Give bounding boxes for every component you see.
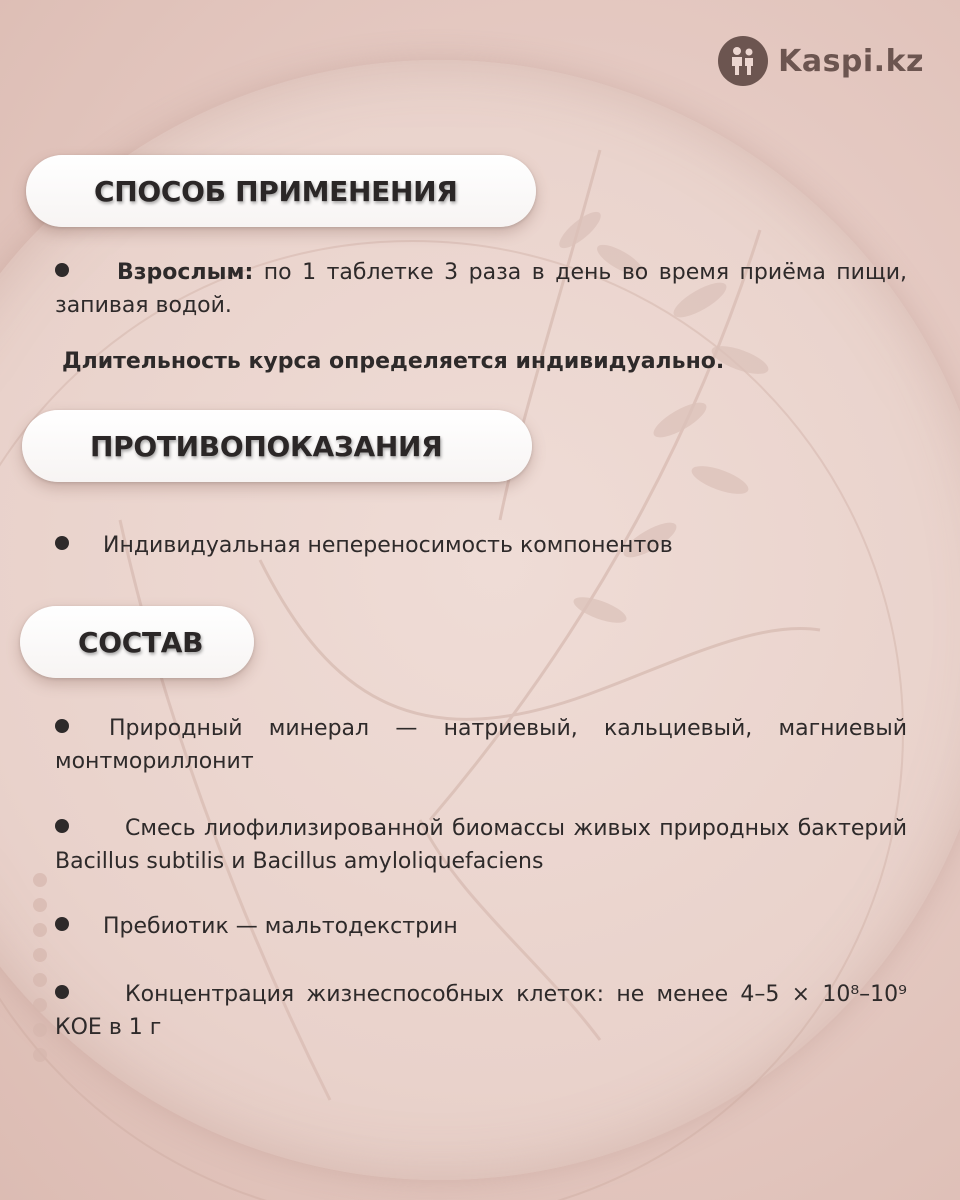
bullet-icon (55, 819, 69, 833)
contraindications-item: Индивидуальная непереносимость компонентов (55, 529, 907, 562)
composition-item: Смесь лиофилизированной биомассы живых природных бактерий Bacillus subtilis и Bacillus amyloliquefaciens (55, 816, 907, 874)
usage-adults (55, 256, 907, 322)
bullet-icon (55, 917, 69, 931)
kaspi-logo-icon (718, 36, 768, 86)
composition-item: Концентрация жизнеспособных клеток: не менее 4–5 × 10⁸–10⁹ КОЕ в 1 г (55, 982, 907, 1040)
bullet-icon (55, 719, 69, 733)
contraindications-title: ПРОТИВОПОКАЗАНИЯ (90, 429, 443, 463)
composition-header (20, 606, 254, 678)
contraindications-header (22, 410, 532, 482)
bullet-icon (55, 263, 69, 277)
kaspi-logo (718, 36, 924, 86)
bullet-icon (55, 536, 69, 550)
usage-title: СПОСОБ ПРИМЕНЕНИЯ (94, 174, 458, 208)
usage-adults-text: по 1 таблетке 3 раза в день во время приёма пищи, запивая водой. (55, 260, 907, 318)
kaspi-logo-text: Kaspi.kz (778, 43, 924, 79)
usage-duration: Длительность курса определяется индивидуально. (62, 349, 725, 374)
composition-item: Природный минерал — натриевый, кальциевый, магниевый монтмориллонит (55, 716, 907, 774)
composition-title: СОСТАВ (78, 625, 204, 659)
usage-header (26, 155, 536, 227)
usage-adults-label: Взрослым: (117, 260, 254, 285)
composition-item: Пребиотик — мальтодекстрин (55, 910, 907, 943)
bullet-icon (55, 985, 69, 999)
